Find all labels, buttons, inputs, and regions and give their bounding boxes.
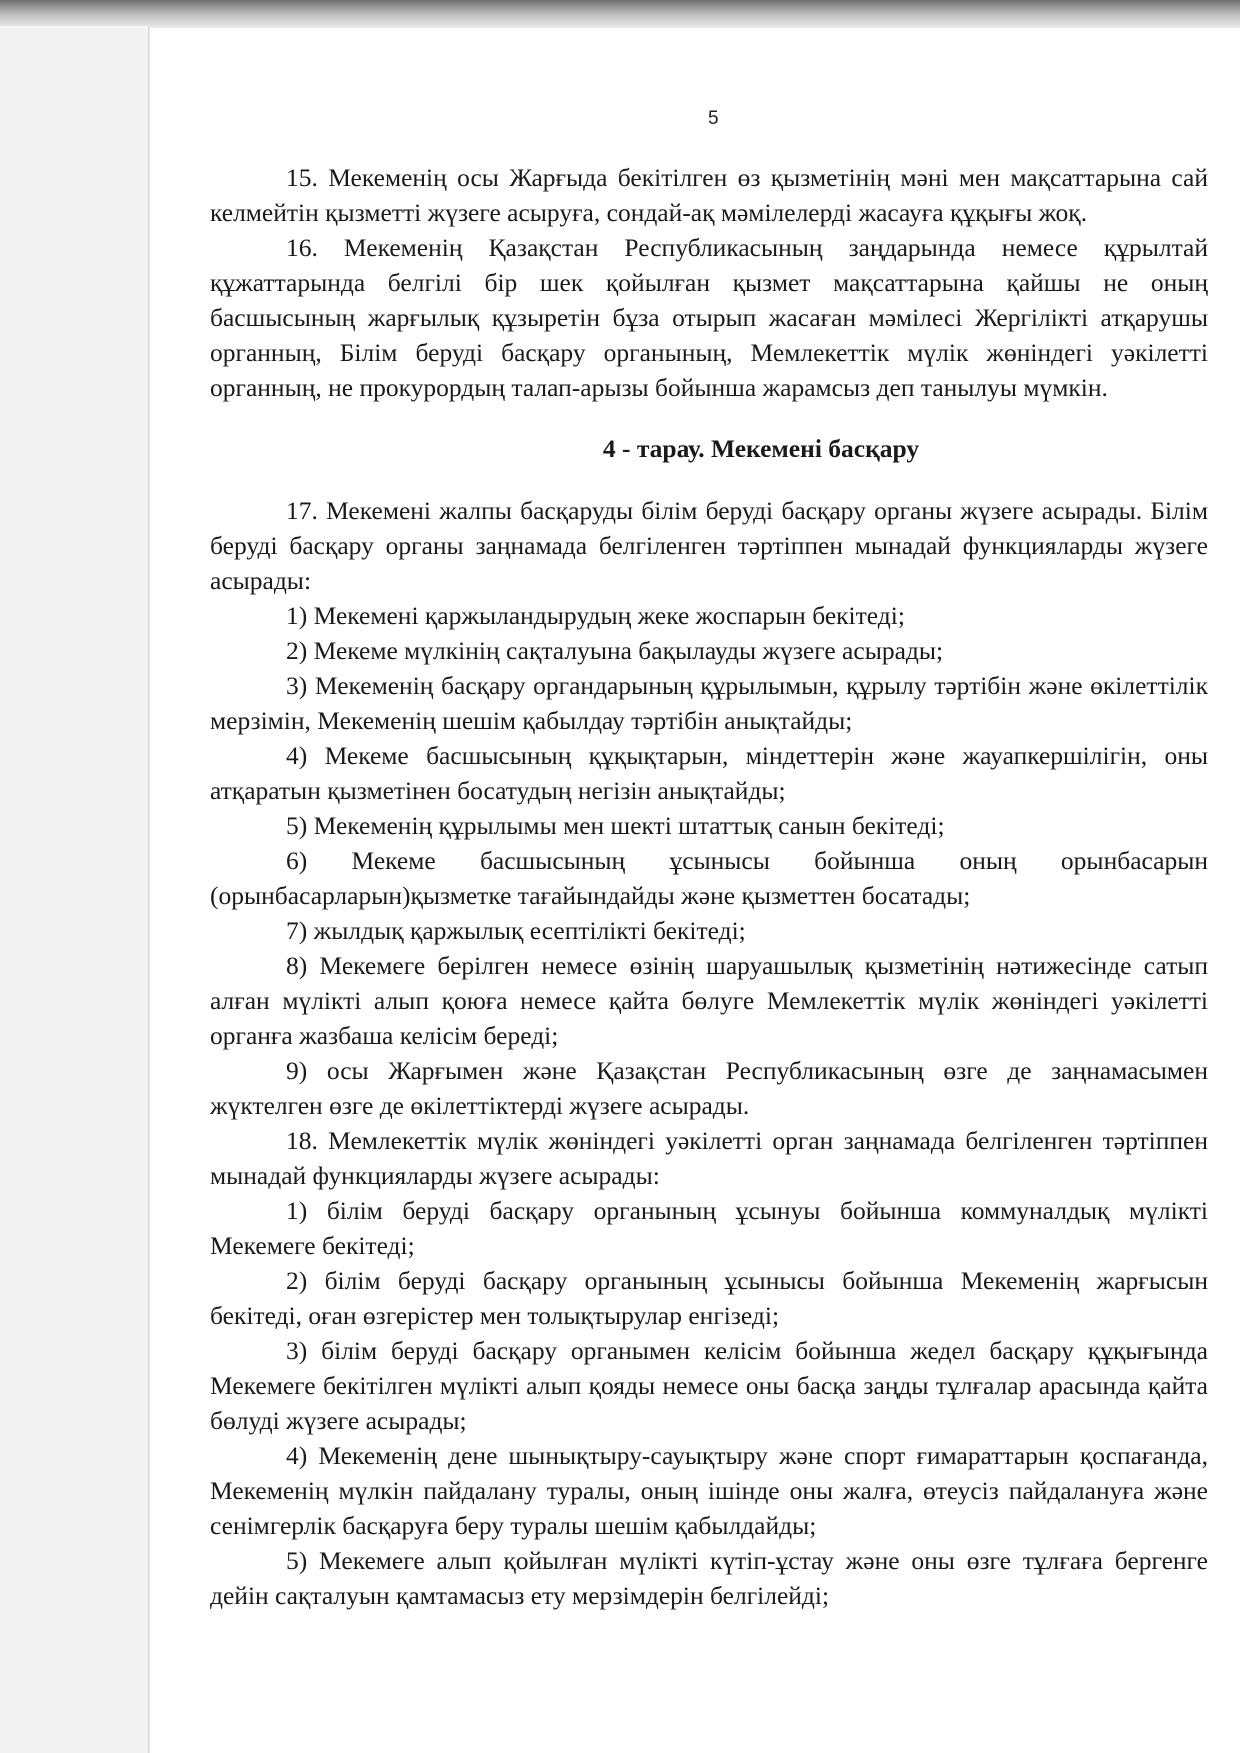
page-number: 5 bbox=[708, 108, 719, 129]
list-item-17-3: 3) Мекеменің басқару органдарының құрылымын, құрылу тәртібін және өкілеттілік мерзімін, Мекеменің шешім қабылдау тәртібін анықтайды; bbox=[210, 671, 1208, 735]
list-item-17-2: 2) Мекеме мүлкінің сақталуына бақылауды жүзеге асырады; bbox=[286, 636, 944, 665]
scan-margin-left bbox=[0, 26, 149, 1753]
list-item-17-6: 6) Мекеме басшысының ұсынысы бойынша оның орынбасарын (орынбасарларын)қызметке тағайындайды және қызметтен босатады; bbox=[210, 846, 1208, 910]
list-item-17-1: 1) Мекемені қаржыландырудың жеке жоспарын бекітеді; bbox=[286, 601, 905, 630]
paragraph-16: 16. Мекеменің Қазақстан Республикасының заңдарында немесе құрылтай құжаттарында белгілі бір шек қойылған қызмет мақсаттарына қайшы не оның басшысының жарғылық құзыретін бұза отырып жасаған мәмілесі Жергілікті атқарушы органның, Білім беруді басқару органының, Мемлекеттік мүлік жөніндегі уәкілетті органның, не прокурордың талап-арызы бойынша жарамсыз деп танылуы мүмкін. bbox=[210, 233, 1208, 402]
paragraph-15: 15. Мекеменің осы Жарғыда бекітілген өз қызметінің мәні мен мақсаттарына сай келмейтін қызметті жүзеге асыруға, сондай-ақ мәмілелерді жасауға құқығы жоқ. bbox=[210, 163, 1208, 227]
paragraph-17: 17. Мекемені жалпы басқаруды білім беруді басқару органы жүзеге асырады. Білім беруді басқару органы заңнамада белгіленген тәртіппен мынадай функцияларды жүзеге асырады: bbox=[210, 496, 1208, 595]
paragraph-18: 18. Мемлекеттік мүлік жөніндегі уәкілетті орган заңнамада белгіленген тәртіппен мынадай функцияларды жүзеге асырады: bbox=[210, 1126, 1208, 1190]
list-item-17-8: 8) Мекемеге берілген немесе өзінің шаруашылық қызметінің нәтижесінде сатып алған мүлікті алып қоюға немесе қайта бөлуге Мемлекеттік мүлік жөніндегі уәкілетті органға жазбаша келісім береді; bbox=[210, 951, 1208, 1050]
list-item-18-4: 4) Мекеменің дене шынықтыру-сауықтыру және спорт ғимараттарын қоспағанда, Мекеменің мүлкін пайдалану туралы, оның ішінде оны жалға, өтеусіз пайдалануға және сенімгерлік басқаруға беру туралы шешім қабылдайды; bbox=[210, 1441, 1208, 1540]
list-item-18-1: 1) білім беруді басқару органының ұсынуы бойынша коммуналдық мүлікті Мекемеге бекітеді; bbox=[210, 1196, 1208, 1260]
list-item-17-9: 9) осы Жарғымен және Қазақстан Республикасының өзге де заңнамасымен жүктелген өзге де өкілеттіктерді жүзеге асырады. bbox=[210, 1056, 1208, 1120]
list-item-17-4: 4) Мекеме басшысының құқықтарын, міндеттерін және жауапкершілігін, оны атқаратын қызметінен босатудың негізін анықтайды; bbox=[210, 741, 1208, 805]
list-item-18-5: 5) Мекемеге алып қойылған мүлікті күтіп-ұстау және оны өзге тұлғаға бергенге дейін сақталуын қамтамасыз ету мерзімдерін белгілейді; bbox=[210, 1546, 1208, 1610]
document-body bbox=[210, 160, 1208, 1613]
list-item-18-3: 3) білім беруді басқару органымен келісім бойынша жедел басқару құқығында Мекемеге бекітілген мүлікті алып қояды немесе оны басқа заңды тұлғалар арасында қайта бөлуді жүзеге асырады; bbox=[210, 1336, 1208, 1435]
list-item-18-2: 2) білім беруді басқару органының ұсынысы бойынша Мекеменің жарғысын бекітеді, оған өзгерістер мен толықтырулар енгізеді; bbox=[210, 1266, 1208, 1330]
scan-shadow-top bbox=[0, 0, 1240, 26]
list-item-17-5: 5) Мекеменің құрылымы мен шекті штаттық санын бекітеді; bbox=[286, 811, 945, 840]
section-heading: 4 - тарау. Мекемені басқару bbox=[602, 434, 920, 463]
list-item-17-7: 7) жылдық қаржылық есептілікті бекітеді; bbox=[286, 916, 746, 945]
